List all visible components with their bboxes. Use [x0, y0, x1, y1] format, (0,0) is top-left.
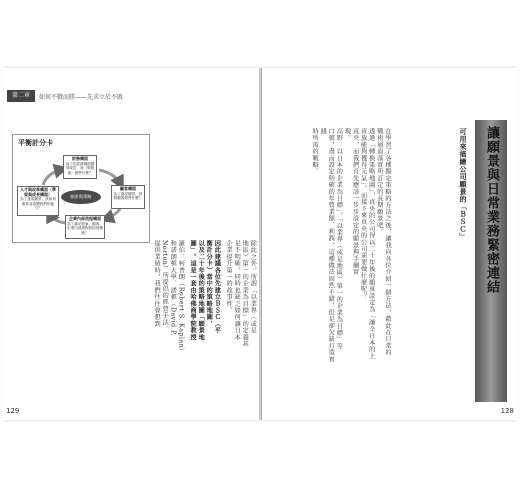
- customer-box-title: 顧客構面: [120, 186, 136, 191]
- section-title: 讓願景與日常業務緊密連結: [484, 126, 499, 294]
- finance-box: [63, 155, 97, 179]
- process-box-body: 為了滿足股東、顧客，企業內部流程該如何精進？: [67, 221, 103, 235]
- right-column-7: 高野：以日本的企業為目標」，「以業界（或是地區）第一的企業為目標」等: [335, 128, 343, 350]
- finance-box-body: 為了在經濟層面獲得成功，該（對股東）做些什麼？: [65, 161, 95, 175]
- left-body-text-b: [152, 240, 184, 390]
- right-body-text: [310, 128, 391, 368]
- arrow-learning-to-finance: [43, 169, 63, 185]
- right-column-9: 時所需的戰略。: [311, 128, 319, 175]
- learning-box-title: 人才與改革構面（學習與成長構面）: [20, 187, 56, 197]
- right-column-8: 口號，盡而設定明確的年營業額、利潤，這種做法固然不錯，但是卻欠缺打造實踐: [319, 128, 335, 363]
- chapter-title: 如何不戰而勝——先求立於不敗: [39, 93, 124, 101]
- learning-box-body: 為了達成願景，該如何維持並改變我們的能力？: [20, 197, 56, 211]
- right-page: [262, 68, 518, 420]
- running-header: [7, 90, 123, 102]
- vision-strategy-center: 願景與策略: [61, 190, 101, 204]
- left-bold-column-4: 圖」。這是一套由哈佛商學院教授: [189, 240, 197, 341]
- page-number-right: 128: [500, 407, 514, 415]
- right-column-2: 戰術層面落實所訂定的長期願景吧。: [375, 128, 383, 236]
- right-column-4: 班族能夠獲得元氣」，而接下來真央的公司需要做什麼呢？: [359, 128, 367, 300]
- arrow-finance-to-customer: [99, 170, 121, 185]
- left-column-2: 地區）第一的企業為目標」的定義甚: [241, 240, 249, 348]
- right-column-3: 透過「轉換策略地圖」，真央的公司得以二十年後的願景設定為「讓全日本的上: [367, 128, 375, 360]
- left-tail-column-1: 羅伯．柯普朗（Robert S. Kaplan）: [177, 240, 185, 355]
- balanced-scorecard-diagram: [12, 134, 150, 243]
- chapter-title-band: [475, 120, 507, 402]
- left-column-4: 企業提升第一的故事性。: [225, 240, 233, 314]
- left-column-3: 是不明確，同時也缺乏如何讓日本: [233, 240, 241, 341]
- right-column-1: 在學習了各種擬定策略的方法之後，讓我向各位介紹一個方法，藉此在日常的: [383, 128, 391, 356]
- left-page: [2, 68, 259, 420]
- page-number-left: 129: [6, 407, 20, 415]
- left-tail-column-3: Norton）所提倡的經營手法。: [161, 240, 169, 333]
- left-tail-column-4: 提供業績時，我們往往會想到: [153, 240, 161, 328]
- customer-box-body: 為了達成願景，該對顧客做些什麼？: [113, 191, 143, 201]
- customer-box: [111, 185, 145, 209]
- left-column-1: 除此之外，所謂「以業界（或是: [249, 240, 257, 334]
- process-box-title: 企業內部流程構面: [69, 216, 101, 221]
- left-bold-column-1: 因此建議各位先建立ＢＳＣ（平: [213, 240, 221, 334]
- left-body-bold: [188, 240, 220, 390]
- learning-box: [17, 186, 59, 216]
- left-tail-column-2: 和諾朗頓大學．諾頓（David P.: [169, 240, 177, 336]
- process-box: [65, 215, 105, 239]
- right-column-6: 現。: [343, 128, 351, 142]
- right-column-5: 真央，而我們首先應該一步步設定的願景與手續實: [351, 128, 359, 276]
- section-subheading: 可用來描繪公司願景的「ＢＳＣ」: [459, 128, 467, 241]
- finance-box-title: 財務構面: [72, 156, 88, 161]
- chapter-tab: 第二章: [7, 90, 35, 102]
- left-body-text-a: [224, 240, 256, 390]
- left-bold-column-3: 以及二十年後的策略地圖「願景地: [197, 240, 205, 341]
- diagram-title: 平衡計分卡: [18, 139, 53, 147]
- left-bold-column-2: 衡計分卡）當中的策略地圖，: [205, 240, 213, 328]
